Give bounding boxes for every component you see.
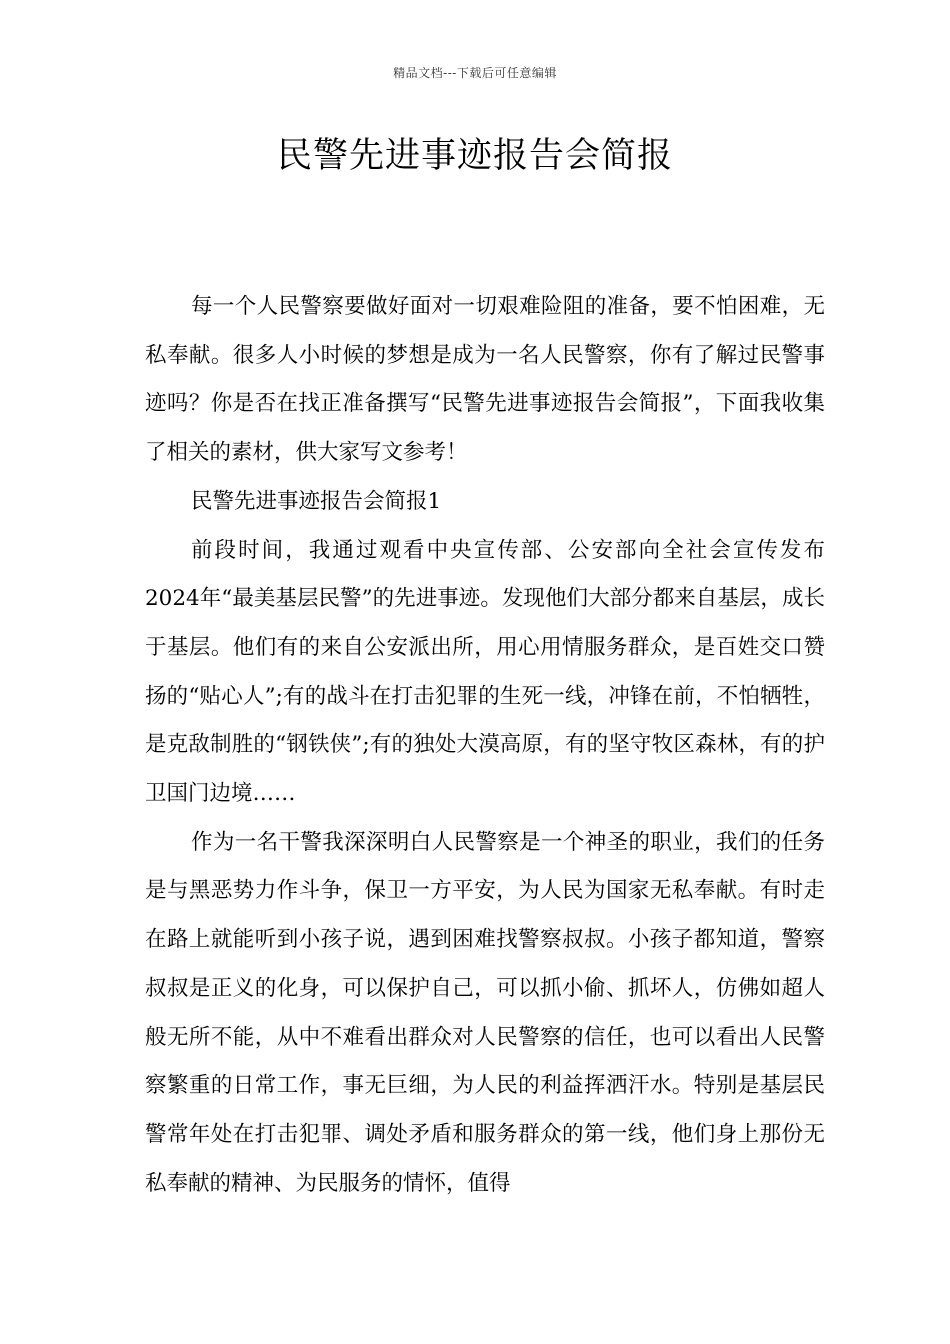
intro-paragraph: 每一个人民警察要做好面对一切艰难险阻的准备，要不怕困难，无私奉献。很多人小时候的梦想是成为一名人民警察，你有了解过民警事迹吗？你是否在找正准备撰写“民警先进事迹报告会简报”，下面我收集了相关的素材，供大家写文参考！ <box>145 294 825 466</box>
document-title: 民警先进事迹报告会简报 <box>276 136 673 176</box>
body-paragraph: 作为一名干警我深深明白人民警察是一个神圣的职业，我们的任务是与黑恶势力作斗争，保卫一方平安，为人民为国家无私奉献。有时走在路上就能听到小孩子说，遇到困难找警察叔叔。小孩子都知道，警察叔叔是正义的化身，可以保护自己，可以抓小偷、抓坏人，仿佛如超人般无所不能，从中不难看出群众对人民警察的信任，也可以看出人民警察繁重的日常工作，事无巨细，为人民的利益挥洒汗水。特别是基层民警常年处在打击犯罪、调处矛盾和服务群众的第一线，他们身上那份无私奉献的精神、为民服务的情怀，值得 <box>145 829 825 1196</box>
body-paragraph: 前段时间，我通过观看中央宣传部、公安部向全社会宣传发布2024年“最美基层民警”的先进事迹。发现他们大部分都来自基层，成长于基层。他们有的来自公安派出所，用心用情服务群众，是百姓交口赞扬的“贴心人”;有的战斗在打击犯罪的生死一线，冲锋在前，不怕牺牲，是克敌制胜的“钢铁侠”;有的独处大漠高原，有的坚守牧区森林，有的护卫国门边境…… <box>145 537 825 807</box>
section-heading: 民警先进事迹报告会简报1 <box>191 488 442 514</box>
page-header: 精品文档---下载后可任意编辑 <box>393 66 557 80</box>
document-body <box>145 283 825 1208</box>
